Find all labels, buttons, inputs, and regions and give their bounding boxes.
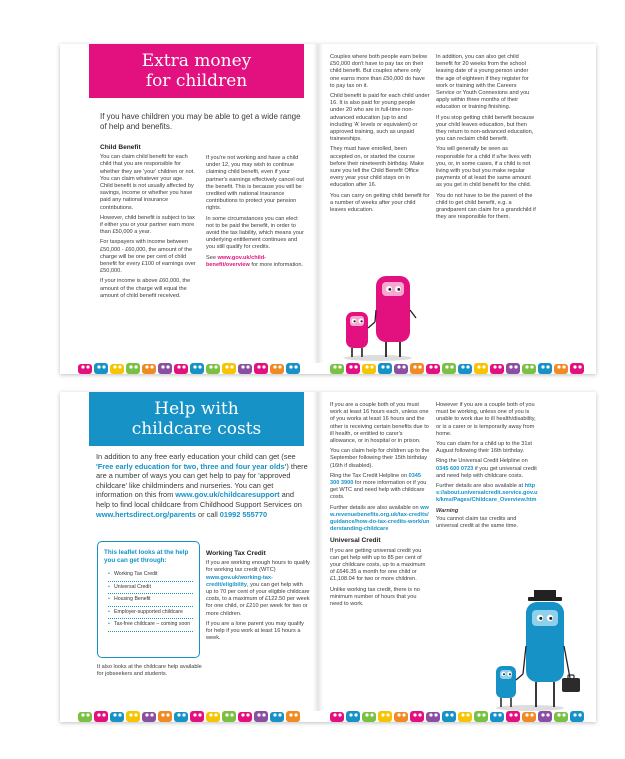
paragraph: If you're not working and have a child under 12, you may wish to continue claiming child benefit, even if your partner's earnings effectively cancel out the benefit. This is because you will be credited with national insurance contributions to protect your pension rights. [206,155,304,212]
leaflet-contents-box [97,541,200,658]
column-2 [206,155,306,272]
monster-strip [60,363,596,374]
paragraph: You can claim child benefit for each child that you are responsible for whether they are 'your' children or not. You can claim whatever your age. Child benefit is not usually affected by savings, income or whether you have paid any national insurance contributions. [100,154,195,211]
paragraph: You can claim for a child up to the 31st August following their 16th birthday. [436,441,532,455]
title-banner-childcare [89,392,304,446]
child-benefit-link[interactable]: www.gov.uk/child-benefit/overview [206,254,266,268]
column-4 [436,54,536,224]
spread-childcare-costs [60,392,596,722]
paragraph: For taxpayers with income between £50,000 - £60,000, the amount of the charge will be one per cent of child benefit for every £100 of earnings over £50,000. [100,239,196,275]
uc-ring-part-a: Ring the Universal Credit Helpline on [436,458,528,465]
see-more-paragraph [206,255,306,269]
column-3 [330,54,430,217]
paragraph: In addition, you can also get child benefit for 20 weeks from the school leaving date of a young person under the age of eighteen if they register for work or training with the Careers Service or Youth Connexions and you apply within three months of their education or training finishing. [436,54,530,111]
ring-part-b: for more information or if you get WTC and need help with childcare costs. [330,480,427,501]
uc-ring-part-b: if you get universal credit and need help with childcare costs. [436,465,537,479]
paragraph: You can carry on getting child benefit for a number of weeks after your child leaves education. [330,192,430,214]
paragraph [436,458,540,480]
see-label: See [206,254,216,261]
wtc-eligibility-link[interactable]: www.gov.uk/working-tax-credit/eligibility [206,574,273,588]
warning-text: You cannot claim tax credits and universal credit at the same time. [436,515,519,530]
child-benefit-heading: Child Benefit [100,144,141,151]
list-item: • Employer-supported childcare [108,607,193,620]
box-title: This leaflet looks at the help you can get through: [104,549,189,564]
phone-number[interactable]: 01992 555770 [219,509,268,519]
monster-strip-graphic [60,711,596,722]
warning-heading: Warning [436,507,459,514]
paragraph [330,473,430,502]
paragraph: You can claim help for children up to the September following their 15th birthday (16th if disabled). [330,448,430,469]
page-fold [313,392,323,722]
list-item: • Working Tax Credit [108,569,193,582]
universal-credit-heading: Universal Credit [330,537,381,545]
blue-characters-illustration [490,582,586,712]
intro-part-b: ) there are a number of ways you can get help to pay for 'approved childcare' like childminders and nurseries. You can get information on this from [96,461,308,500]
revenuebenefits-link[interactable]: www.revenuebenefits.org.uk/tax-credits/guidance/how-do-tax-credits-work/understanding-childcare [330,504,430,533]
paragraph [436,483,540,505]
box-list [104,569,193,632]
see-after: for more information. [251,261,304,268]
monster-strip [60,711,596,722]
intro-part-d: or call [198,509,218,519]
intro-part-c: and help to find local childcare from Childhood Support Services on [96,490,302,509]
paragraph: You will generally be seen as responsible for a child if s/he lives with you, or, in some cases, if a child is not living with you but you make regular payments of at least the same amount as you get in child benefit for the child. [436,146,532,189]
title-line-2: for children [145,71,248,91]
tax-credit-helpline[interactable]: 0345 300 3900 [330,472,422,487]
intro-text [96,452,310,519]
paragraph: If you are a lone parent you may qualify for help if you work at least 16 hours a week. [206,620,304,642]
list-item: • Housing Benefit [108,594,193,607]
title-line-1: Help with [154,399,239,419]
column-1 [100,144,198,303]
list-item: • Tax-free childcare – coming soon [108,619,193,632]
paragraph: If you are a couple both of you must work at least 16 hours each, unless one of you works at least 16 hours and the other is receiving certain benefits due to ill health, or entitled to carer's allowance, or in hospital or in prison. [330,402,429,445]
column-4 [436,402,540,533]
intro-part-a: In addition to any free early education your child can get (see [96,452,296,461]
paragraph: You do not have to be the parent of the child to get child benefit, e.g. a grandparent can claim for a grandchild if they are responsible for them. [436,192,536,221]
free-early-education-link[interactable]: 'Free early education for two, three and four year olds' [96,461,287,471]
page-fold [313,44,323,374]
wtc-part-a: If you are working enough hours to qualify for working tax credit (WTC) [206,560,310,574]
universal-credit-helpline[interactable]: 0345 600 0723 [436,465,474,472]
paragraph: If you stop getting child benefit because your child leaves education, but then they return to non-advanced education, you can reclaim child benefit. [436,114,535,143]
paragraph: Child benefit is paid for each child under 16. It is also paid for young people under 20 who are in full-time non-advanced education (up to and including 'A' levels or equivalent) or approved training, such as unpaid traineeships. [330,93,430,143]
universalcredit-link[interactable]: https://about.universalcredit.service.gov.uk/kms/Pages/Childcare_Overview.htm [436,483,538,504]
paragraph [206,560,310,618]
paragraph: In some circumstances you can elect not to be paid the benefit, in order to avoid the tax liability, which means your underlying entitlement continues and you still qualify for credits. [206,215,304,251]
paragraph: If you are getting universal credit you can get help with up to 85 per cent of your childcare costs, up to a maximum of £646.35 a month for one child or £1,108.04 for two or more children. [330,547,426,583]
paragraph [330,505,430,534]
pink-characters-illustration [330,254,440,364]
wtc-heading: Working Tax Credit [206,550,266,557]
uc-further-part-a: Further details are also available at [436,483,524,490]
paragraph: Couples where both people earn below £50,000 don't have to pay tax on their child benefit. But couples where only one earns more than £50,000 do have to pay tax on it. [330,54,428,89]
paragraph: If your income is above £60,000, the amount of the charge will equal the amount of child benefit received. [100,278,191,299]
wtc-part-b: , you can get help with up to 70 per cent of your eligible childcare costs, to a maximum of £122.50 per week for one child, or £210 per week for two or more children. [206,581,310,617]
list-item: • Universal Credit [108,582,193,595]
intro-text: If you have children you may be able to get a wide range of help and benefits. [100,112,301,132]
paragraph: They must have enrolled, been accepted on, or started the course before their nineteenth birthday. Make sure you tell the Child Benefit Office every year your child stays on in education after 16. [330,146,424,189]
title-line-1: Extra money [141,51,252,71]
paragraph: However, child benefit is subject to tax if either you or your partner earn more than £50,000 a year. [100,214,195,236]
monster-strip-graphic [60,363,596,374]
box-after-text: It also looks at the childcare help available for jobseekers and students. [97,664,202,678]
hertsdirect-link[interactable]: www.hertsdirect.org/parents [96,509,196,519]
column-3 [330,402,430,611]
ring-part-a: Ring the Tax Credit Helpline on [330,472,408,479]
spread-extra-money [60,44,596,374]
working-tax-credit-section [206,550,310,645]
title-banner-extra-money [89,44,304,98]
paragraph: However if you are a couple both of you must be working, unless one of you is unable to work due to ill health/disability, or is a carer or is temporarily away from home. [436,402,536,437]
childcaresupport-link[interactable]: www.gov.uk/childcaresupport [175,490,280,500]
title-line-2: childcare costs [131,419,262,439]
further-part-a: Further details are also available on [330,504,419,511]
paragraph: Unlike working tax credit, there is no minimum number of hours that you need to work. [330,586,420,608]
